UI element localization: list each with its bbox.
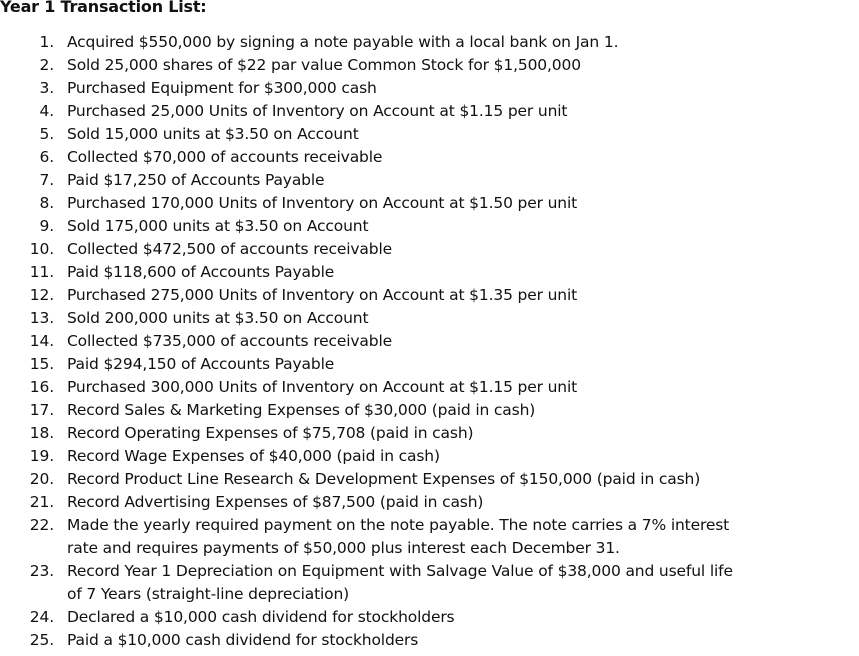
transaction-item xyxy=(0,491,859,514)
transaction-item xyxy=(0,100,859,123)
transaction-text: Collected $70,000 of accounts receivable xyxy=(67,148,383,166)
transaction-number: 23. xyxy=(29,562,54,580)
transaction-number: 2. xyxy=(39,56,54,74)
transaction-text: Paid $118,600 of Accounts Payable xyxy=(67,263,335,281)
transaction-text: Purchased 25,000 Units of Inventory on Account at $1.15 per unit xyxy=(67,102,568,120)
transaction-item xyxy=(0,238,859,261)
transaction-item xyxy=(0,123,859,146)
transaction-number: 16. xyxy=(29,378,54,396)
transaction-text: Made the yearly required payment on the note payable. The note carries a 7% interest xyxy=(67,516,730,534)
transaction-number: 8. xyxy=(39,194,54,212)
transaction-item xyxy=(0,284,859,307)
transaction-item xyxy=(0,445,859,468)
transaction-number: 7. xyxy=(39,171,54,189)
transaction-text: Sold 15,000 units at $3.50 on Account xyxy=(67,125,359,143)
transaction-number: 14. xyxy=(29,332,54,350)
page-title: Year 1 Transaction List: xyxy=(0,0,207,16)
transaction-item xyxy=(0,330,859,353)
transaction-item xyxy=(0,399,859,422)
transaction-number: 12. xyxy=(29,286,54,304)
transaction-item xyxy=(0,77,859,100)
transaction-text: Purchased Equipment for $300,000 cash xyxy=(67,79,377,97)
transaction-item xyxy=(0,376,859,399)
transaction-text: Sold 175,000 units at $3.50 on Account xyxy=(67,217,369,235)
transaction-number: 22. xyxy=(29,516,54,534)
transaction-number: 25. xyxy=(29,631,54,649)
transaction-text: rate and requires payments of $50,000 plus interest each December 31. xyxy=(67,539,620,557)
transaction-item xyxy=(0,192,859,215)
transaction-number: 18. xyxy=(29,424,54,442)
transaction-number: 17. xyxy=(29,401,54,419)
transaction-text: Record Wage Expenses of $40,000 (paid in cash) xyxy=(67,447,440,465)
transaction-item xyxy=(0,606,859,629)
transaction-text: Paid a $10,000 cash dividend for stockholders xyxy=(67,631,419,649)
transaction-item xyxy=(0,169,859,192)
transaction-number: 6. xyxy=(39,148,54,166)
transaction-number: 10. xyxy=(29,240,54,258)
transaction-item xyxy=(0,560,859,606)
transaction-text: Record Year 1 Depreciation on Equipment with Salvage Value of $38,000 and useful life xyxy=(67,562,733,580)
transaction-text: of 7 Years (straight-line depreciation) xyxy=(67,585,350,603)
transaction-text: Acquired $550,000 by signing a note payable with a local bank on Jan 1. xyxy=(67,33,619,51)
transaction-number: 21. xyxy=(29,493,54,511)
transaction-text: Purchased 300,000 Units of Inventory on Account at $1.15 per unit xyxy=(67,378,578,396)
transaction-number: 4. xyxy=(39,102,54,120)
transaction-text: Sold 25,000 shares of $22 par value Common Stock for $1,500,000 xyxy=(67,56,581,74)
transaction-number: 5. xyxy=(39,125,54,143)
transaction-text: Paid $294,150 of Accounts Payable xyxy=(67,355,335,373)
transaction-text: Record Product Line Research & Development Expenses of $150,000 (paid in cash) xyxy=(67,470,701,488)
transaction-number: 11. xyxy=(29,263,54,281)
transaction-number: 3. xyxy=(39,79,54,97)
transaction-item xyxy=(0,353,859,376)
transaction-number: 1. xyxy=(39,33,54,51)
transaction-text: Purchased 275,000 Units of Inventory on Account at $1.35 per unit xyxy=(67,286,578,304)
transaction-text: Purchased 170,000 Units of Inventory on Account at $1.50 per unit xyxy=(67,194,578,212)
transaction-number: 9. xyxy=(39,217,54,235)
transaction-number: 15. xyxy=(29,355,54,373)
transaction-item xyxy=(0,146,859,169)
transaction-text: Sold 200,000 units at $3.50 on Account xyxy=(67,309,369,327)
transaction-item xyxy=(0,215,859,238)
transaction-item xyxy=(0,629,859,652)
transaction-item xyxy=(0,54,859,77)
transaction-text: Declared a $10,000 cash dividend for stockholders xyxy=(67,608,455,626)
transaction-text: Collected $735,000 of accounts receivable xyxy=(67,332,392,350)
transaction-item xyxy=(0,422,859,445)
transaction-item xyxy=(0,307,859,330)
transaction-text: Record Sales & Marketing Expenses of $30,000 (paid in cash) xyxy=(67,401,536,419)
transaction-text: Paid $17,250 of Accounts Payable xyxy=(67,171,325,189)
transaction-number: 24. xyxy=(29,608,54,626)
transaction-text: Record Advertising Expenses of $87,500 (paid in cash) xyxy=(67,493,484,511)
transaction-item xyxy=(0,468,859,491)
transaction-text: Record Operating Expenses of $75,708 (paid in cash) xyxy=(67,424,474,442)
transaction-number: 13. xyxy=(29,309,54,327)
transaction-number: 19. xyxy=(29,447,54,465)
transaction-list xyxy=(0,31,859,652)
transaction-item xyxy=(0,31,859,54)
transaction-item xyxy=(0,514,859,560)
transaction-item xyxy=(0,261,859,284)
transaction-text: Collected $472,500 of accounts receivable xyxy=(67,240,392,258)
transaction-number: 20. xyxy=(29,470,54,488)
